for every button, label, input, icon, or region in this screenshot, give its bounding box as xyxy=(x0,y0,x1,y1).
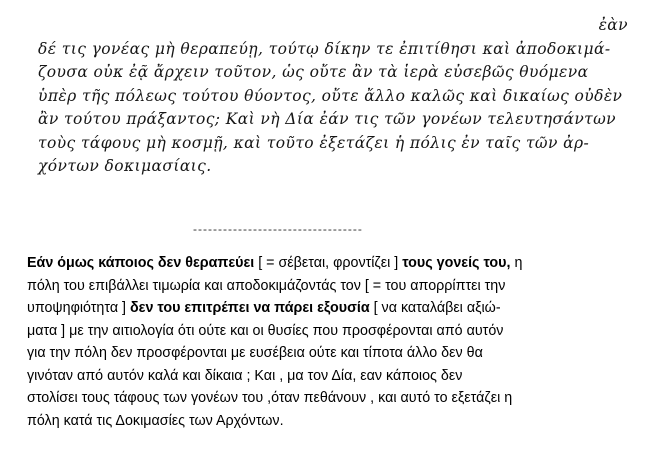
greek-line: χόντων δοκιμασίαις. xyxy=(38,157,212,175)
greek-line: ἂν τούτου πράξαντος; Καὶ νὴ Δία ἐάν τις τῶν γονέων τελευτησάντων xyxy=(38,110,616,128)
translation-line: πόλη του επιβάλλει τιμωρία και αποδοκιμάζοντάς τον [ = του απορρίπτει την xyxy=(27,277,506,294)
text-fragment: η xyxy=(510,255,523,271)
translation-line: για την πόλη δεν προσφέρονται με ευσέβεια ούτε και τίποτα άλλο δεν θα xyxy=(27,345,483,361)
translation-line: γινόταν από αυτόν καλά και δίκαια ; Και , μα τον Δία, εαν κάποιος δεν xyxy=(27,367,463,384)
translation-line xyxy=(27,252,637,275)
translation-line: πόλη κατά τις Δοκιμασίες των Αρχόντων. xyxy=(27,412,284,429)
greek-line: ζουσα οὐκ ἐᾷ ἄρχειν τοῦτον, ὡς οὔτε ἂν τὰ ἱερὰ εὐσεβῶς θυόμενα xyxy=(38,63,589,81)
greek-original-text xyxy=(38,14,638,179)
greek-line: δέ τις γονέας μὴ θεραπεύῃ, τούτῳ δίκην τε ἐπιτίθησι καὶ ἀποδοκιμά- xyxy=(38,39,611,58)
translation-line: στολίσει τους τάφους των γονέων του ,όταν πεθάνουν , και αυτό το εξετάζει η xyxy=(27,390,513,406)
bracket-note: [ = σέβεται, φροντίζει ] xyxy=(254,255,403,271)
modern-greek-translation xyxy=(27,252,637,432)
bold-phrase: Εάν όμως κάποιος δεν θεραπεύει xyxy=(27,255,255,271)
translation-line xyxy=(27,297,637,320)
greek-line: τοὺς τάφους μὴ κοσμῇ, καὶ τοῦτο ἐξετάζει ἡ πόλις ἐν ταῖς τῶν ἀρ- xyxy=(38,133,590,152)
text-fragment: υποψηφιότητα ] xyxy=(27,300,130,316)
translation-line: ματα ] με την αιτιολογία ότι ούτε και οι θυσίες που προσφέρονται από αυτόν xyxy=(27,322,504,339)
dashed-divider: ---------------------------------- xyxy=(193,222,363,236)
bracket-note: [ να καταλάβει αξιώ- xyxy=(369,300,501,316)
bold-phrase: δεν του επιτρέπει να πάρει εξουσία xyxy=(130,300,370,316)
greek-line: ὑπὲρ τῆς πόλεως τούτου θύοντος, οὔτε ἄλλο καλῶς καὶ δικαίως οὐδὲν xyxy=(38,86,623,105)
bold-phrase: τους γονείς του, xyxy=(402,255,511,271)
greek-line: ἐὰν xyxy=(598,16,628,34)
